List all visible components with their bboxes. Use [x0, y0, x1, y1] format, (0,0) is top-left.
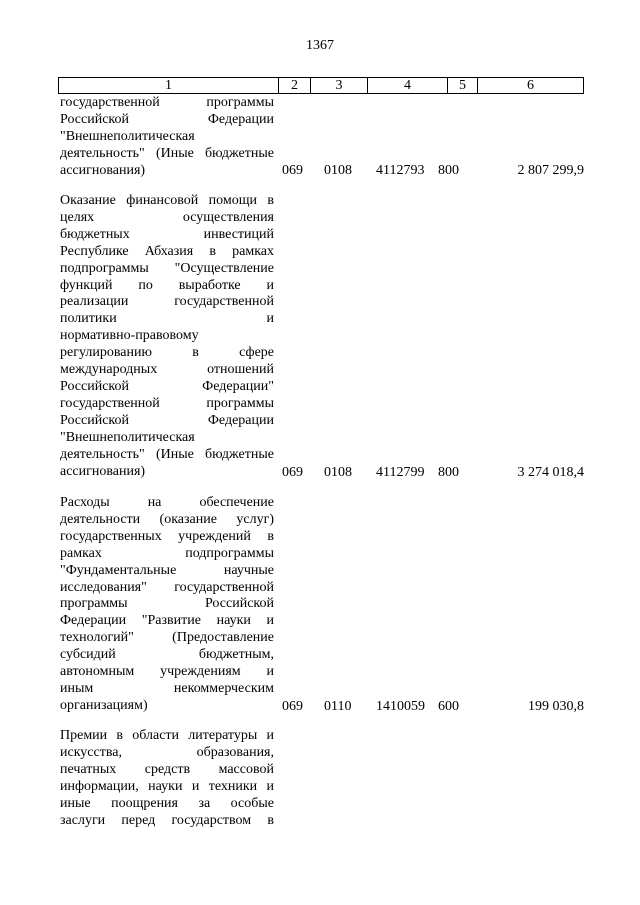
- description-line: Оказание финансовой помощи в: [60, 193, 274, 208]
- description-line: "Внешнеполитическая: [60, 429, 195, 445]
- description-line: автономным учреждениям и: [60, 664, 274, 680]
- description-line: программы Российской: [60, 596, 274, 612]
- cell-amount: 3 274 018,4: [517, 465, 584, 480]
- description-line: "Внешнеполитическая: [60, 128, 195, 144]
- description-line: реализации государственной: [60, 294, 274, 310]
- description-line: технологий" (Предоставление: [60, 630, 274, 646]
- page-number: 1367: [306, 38, 334, 53]
- description-line: нормативно-правовому: [60, 328, 199, 344]
- header-col-4: 4: [368, 78, 448, 93]
- description-line: иные поощрения за особые: [60, 795, 274, 811]
- description-line: исследования" государственной: [60, 579, 274, 595]
- cell-section-code: 0108: [324, 163, 352, 178]
- description-line: Российской Федерации": [60, 378, 274, 394]
- cell-section-code: 0110: [324, 699, 352, 714]
- description-line: ассигнования): [60, 162, 146, 178]
- description-line: Премии в области литературы и: [60, 728, 274, 743]
- header-col-1: 1: [59, 78, 279, 93]
- description-line: государственной программы: [60, 395, 274, 411]
- cell-ministry-code: 069: [282, 465, 303, 480]
- header-col-5: 5: [448, 78, 478, 93]
- description-line: подпрограммы "Осуществление: [60, 260, 274, 276]
- description-line: искусства, образования,: [60, 744, 274, 760]
- cell-amount: 199 030,8: [528, 699, 584, 714]
- description-line: субсидий бюджетным,: [60, 647, 274, 663]
- cell-expense-type: 800: [438, 465, 459, 480]
- description-line: Российской Федерации: [60, 412, 274, 428]
- description-line: ассигнования): [60, 463, 146, 479]
- description-line: функций по выработке и: [60, 277, 274, 293]
- row-description: [60, 193, 274, 480]
- description-line: Российской Федерации: [60, 111, 274, 127]
- description-line: организациям): [60, 697, 148, 713]
- description-line: Расходы на обеспечение: [60, 495, 274, 510]
- header-col-6: 6: [527, 78, 534, 93]
- description-line: политики и: [60, 311, 274, 327]
- description-line: бюджетных инвестиций: [60, 226, 274, 242]
- description-line: Республике Абхазия в рамках: [60, 243, 274, 259]
- table-header-row: [58, 77, 584, 94]
- description-line: "Фундаментальные научные: [60, 562, 274, 578]
- cell-ministry-code: 069: [282, 163, 303, 178]
- cell-target-code: 4112793: [376, 163, 425, 178]
- row-description: [60, 728, 274, 829]
- row-description: [60, 495, 274, 715]
- description-line: государственной программы: [60, 95, 274, 110]
- cell-target-code: 4112799: [376, 465, 425, 480]
- cell-expense-type: 600: [438, 699, 459, 714]
- description-line: деятельности (оказание услуг): [60, 511, 274, 527]
- description-line: печатных средств массовой: [60, 761, 274, 777]
- header-col-2: 2: [279, 78, 311, 93]
- row-description: [60, 95, 274, 180]
- description-line: информации, науки и техники и: [60, 778, 274, 794]
- cell-expense-type: 800: [438, 163, 459, 178]
- description-line: целях осуществления: [60, 209, 274, 225]
- header-col-3: 3: [311, 78, 368, 93]
- description-line: деятельность" (Иные бюджетные: [60, 446, 274, 462]
- description-line: международных отношений: [60, 362, 274, 378]
- cell-ministry-code: 069: [282, 699, 303, 714]
- description-line: иным некоммерческим: [60, 680, 274, 696]
- cell-amount: 2 807 299,9: [517, 163, 584, 178]
- description-line: заслуги перед государством в: [60, 812, 274, 828]
- cell-target-code: 1410059: [376, 699, 425, 714]
- description-line: регулированию в сфере: [60, 345, 274, 361]
- cell-section-code: 0108: [324, 465, 352, 480]
- description-line: государственных учреждений в: [60, 528, 274, 544]
- description-line: рамках подпрограммы: [60, 545, 274, 561]
- description-line: Федерации "Развитие науки и: [60, 613, 274, 629]
- description-line: деятельность" (Иные бюджетные: [60, 145, 274, 161]
